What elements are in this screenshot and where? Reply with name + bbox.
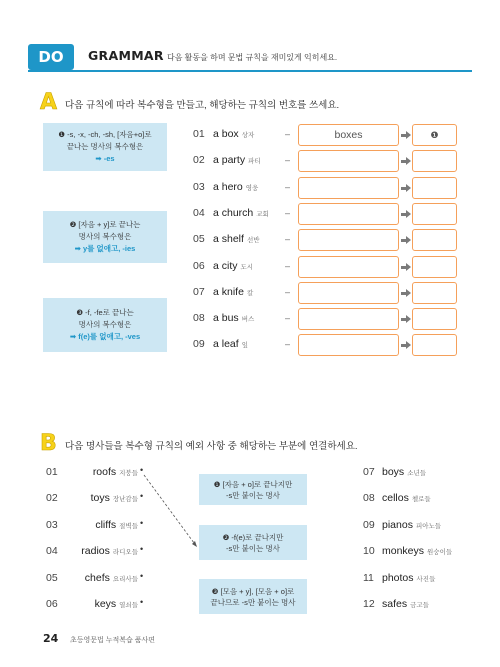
item-word-ko: 영웅 [245, 185, 259, 192]
connect-dot[interactable]: • [140, 571, 144, 581]
item-word-ko: 칼 [246, 290, 254, 297]
dash: – [285, 182, 291, 192]
item-word-ko: 파티 [248, 158, 261, 165]
right-item-word-en: monkeys [382, 545, 425, 557]
plural-answer-box[interactable]: boxes [298, 124, 399, 146]
section-b-letter: B [40, 431, 57, 456]
connect-dot[interactable]: • [140, 544, 144, 554]
item-number: 09 [193, 338, 205, 350]
left-item-number: 05 [46, 572, 58, 584]
item-word-en: a leaf [213, 338, 239, 350]
left-item-word[interactable] [95, 598, 138, 610]
left-item-number: 03 [46, 519, 58, 531]
right-item-number: 10 [363, 545, 375, 557]
item-word-en: a box [213, 128, 239, 140]
section-title: GRAMMAR [88, 48, 164, 63]
left-item-word-en: keys [94, 598, 117, 610]
dash: – [285, 261, 291, 271]
left-item-word-ko: 장난감들 [112, 496, 138, 503]
category-line: -s만 붙이는 명사 [226, 490, 280, 500]
left-item-word-ko: 열쇠들 [119, 602, 138, 609]
item-number: 04 [193, 207, 205, 219]
right-item-word[interactable] [382, 466, 426, 478]
rule-line: 명사의 복수형은 [78, 320, 132, 329]
connect-dot[interactable]: • [140, 518, 144, 528]
right-item-word-en: cellos [382, 492, 409, 504]
item-number: 08 [193, 312, 205, 324]
right-item-word-ko: 첼로들 [411, 496, 431, 503]
example-connector [144, 475, 197, 547]
dash: – [285, 287, 291, 297]
dash: – [285, 234, 291, 244]
item-word-ko: 선반 [246, 237, 260, 244]
left-item-word-en: toys [90, 492, 110, 504]
left-item-word[interactable] [91, 492, 138, 504]
right-item-word-en: boys [382, 466, 405, 478]
left-item-word-ko: 절벽들 [119, 523, 138, 530]
left-item-word-en: roofs [92, 466, 117, 478]
right-item-word-ko: 원숭이들 [427, 549, 453, 556]
item-number: 02 [193, 154, 205, 166]
left-item-word-ko: 요리사들 [112, 576, 138, 583]
section-b-instruction: 다음 명사들을 복수형 규칙의 예외 사항 중 해당하는 부분에 연결하세요. [65, 441, 358, 452]
right-item-word-ko: 금고들 [410, 602, 429, 609]
item-word-ko: 교회 [256, 211, 269, 218]
item-word-en: a bus [213, 312, 239, 324]
right-item-word-en: pianos [382, 519, 413, 531]
left-item-word[interactable] [95, 519, 138, 531]
item-word-en: a shelf [213, 233, 244, 245]
item-word-en: a city [213, 260, 238, 272]
item-number: 03 [193, 181, 205, 193]
left-item-number: 06 [46, 598, 58, 610]
item-word-ko: 상자 [241, 132, 255, 139]
rule-line: ❸ -f, -fe로 끝나는 [76, 308, 134, 317]
left-item-word-ko: 지붕들 [119, 470, 138, 477]
item-number: 06 [193, 260, 205, 272]
rule-number-box[interactable]: ❶ [412, 124, 457, 146]
right-item-word[interactable] [382, 519, 441, 531]
right-item-number: 09 [363, 519, 375, 531]
left-item-word[interactable] [85, 572, 138, 584]
right-item-word-ko: 소년들 [407, 470, 427, 477]
right-item-word[interactable] [382, 492, 431, 504]
section-description: 다음 활동을 하며 문법 규칙을 재미있게 익히세요. [167, 53, 338, 62]
left-item-word-en: chefs [84, 572, 110, 584]
right-item-number: 07 [363, 466, 375, 478]
dash: – [285, 339, 291, 349]
left-item-word-en: radios [81, 545, 110, 557]
do-badge: DO [28, 44, 74, 70]
connect-dot[interactable]: • [140, 491, 144, 501]
category-line: 끝나므로 -s만 붙이는 명사 [210, 597, 296, 607]
item-word-en: a party [213, 154, 246, 166]
right-item-word-ko: 피아노들 [415, 523, 442, 530]
category-line: ❸ [모음 + y], [모음 + o]로 [211, 586, 295, 596]
category-line: ❶ [자음 + o]로 끝나지만 [213, 479, 293, 489]
item-word-en: a church [213, 207, 254, 219]
rule-line: 명사의 복수형은 [78, 232, 132, 241]
item-word-en: a knife [213, 286, 244, 298]
dash: – [285, 129, 291, 139]
connect-dot[interactable]: • [140, 597, 144, 607]
right-item-word[interactable] [382, 598, 429, 610]
left-item-word-en: cliffs [95, 519, 117, 531]
rule-line: ❶ -s, -x, -ch, -sh, [자음+o]로 [58, 130, 152, 139]
left-item-word-ko: 라디오들 [112, 549, 138, 556]
item-word-en: a hero [213, 181, 243, 193]
section-a-letter: A [40, 90, 58, 115]
right-item-word-ko: 사진들 [416, 576, 436, 583]
right-item-word[interactable] [382, 545, 452, 557]
rule-line: ➡ -es [95, 154, 115, 163]
item-word-ko: 잎 [241, 342, 248, 349]
right-item-number: 08 [363, 492, 375, 504]
left-item-number: 02 [46, 492, 58, 504]
right-item-word-en: safes [382, 598, 408, 610]
connect-dot[interactable]: • [140, 465, 144, 475]
item-number: 07 [193, 286, 205, 298]
section-a-instruction: 다음 규칙에 따라 복수형을 만들고, 해당하는 규칙의 번호를 쓰세요. [65, 100, 340, 111]
left-item-number: 04 [46, 545, 58, 557]
page-number: 24 [43, 632, 59, 645]
left-item-word[interactable] [93, 466, 138, 478]
item-number: 05 [193, 233, 205, 245]
right-item-number: 11 [363, 572, 374, 584]
rule-line: ➡ y를 없애고, -ies [74, 244, 136, 253]
left-item-number: 01 [46, 466, 58, 478]
right-item-number: 12 [363, 598, 375, 610]
item-word-ko: 도시 [240, 264, 254, 271]
item-number: 01 [193, 128, 205, 140]
item-word-ko: 버스 [241, 316, 255, 323]
dash: – [285, 313, 291, 323]
dash: – [285, 208, 291, 218]
left-item-word[interactable] [81, 545, 138, 557]
rule-line: 끝나는 명사의 복수형은 [66, 142, 144, 151]
right-item-word-en: photos [382, 572, 414, 584]
book-title: 초등영문법 누적복습 품사편 [70, 637, 156, 644]
category-line: ❷ -f(e)로 끝나지만 [222, 532, 284, 542]
right-item-word[interactable] [382, 572, 435, 584]
category-line: -s만 붙이는 명사 [226, 543, 280, 553]
rule-line: ❷ [자음 + y]로 끝나는 [69, 220, 141, 229]
rule-line: ➡ f(e)를 없애고, -ves [69, 332, 141, 341]
dash: – [285, 155, 291, 165]
